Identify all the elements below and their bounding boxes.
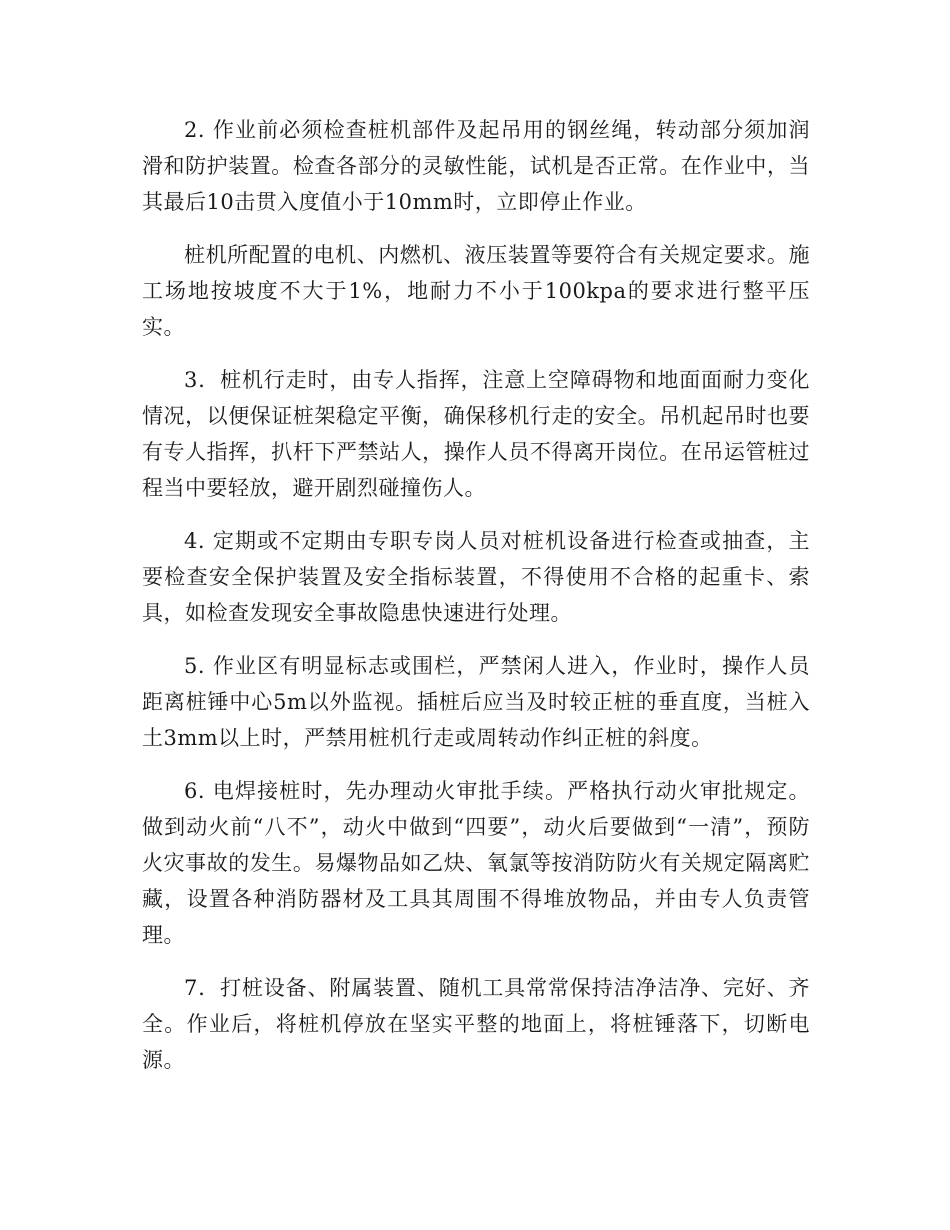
- document-body: [142, 112, 810, 1095]
- paragraph-item-6: 6. 电焊接桩时，先办理动火审批手续。严格执行动火审批规定。做到动火前“八不”，动火中做到“四要”，动火后要做到“一清”，预防火灾事故的发生。易爆物品如乙炔、氧氯等按消防防火有关规定隔离贮藏，设置各种消防器材及工具其周围不得堆放物品，并由专人负责管理。: [142, 779, 810, 947]
- paragraph-item-4: 4. 定期或不定期由专职专岗人员对桩机设备进行检查或抽查，主要检查安全保护装置及安全指标装置，不得使用不合格的起重卡、索具，如检查发现安全事故隐患快速进行处理。: [142, 529, 810, 625]
- paragraph-item-3: 3．桩机行走时，由专人指挥，注意上空障碍物和地面面耐力变化情况，以便保证桩架稳定平衡，确保移机行走的安全。吊机起吊时也要有专人指挥，扒杆下严禁站人，操作人员不得离开岗位。在吊运管桩过程当中要轻放，避开剧烈碰撞伤人。: [142, 368, 810, 500]
- paragraph-item-5: 5. 作业区有明显标志或围栏，严禁闲人进入，作业时，操作人员距离桩锤中心5m以外监视。插桩后应当及时较正桩的垂直度，当桩入土3mm以上时，严禁用桩机行走或周转动作纠正桩的斜度。: [142, 654, 810, 750]
- paragraph-pile-machine-config: 桩机所配置的电机、内燃机、液压装置等要符合有关规定要求。施工场地按坡度不大于1%，地耐力不小于100kpa的要求进行整平压实。: [142, 243, 810, 339]
- paragraph-item-2: 2. 作业前必须检查桩机部件及起吊用的钢丝绳，转动部分须加润滑和防护装置。检查各部分的灵敏性能，试机是否正常。在作业中，当其最后10击贯入度值小于10mm时，立即停止作业。: [142, 118, 810, 214]
- paragraph-item-7: 7．打桩设备、附属装置、随机工具常常保持洁净洁净、完好、齐全。作业后，将桩机停放在坚实平整的地面上，将桩锤落下，切断电源。: [142, 976, 810, 1072]
